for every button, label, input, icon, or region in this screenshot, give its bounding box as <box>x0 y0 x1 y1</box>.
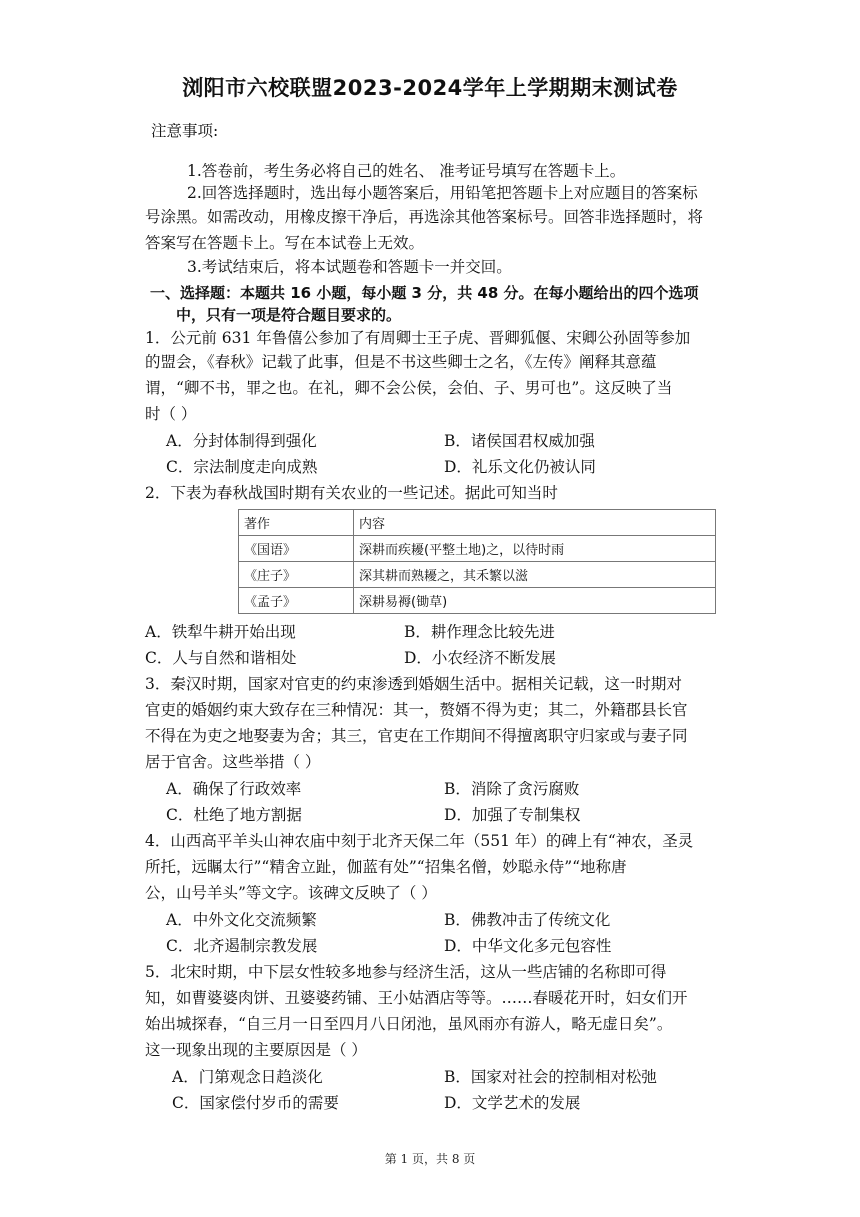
question-2-option-d: D．小农经济不断发展 <box>404 649 556 667</box>
question-1-option-c: C．宗法制度走向成熟 <box>166 458 318 476</box>
question-3-line-3: 不得在为吏之地娶妻为舍；其三，官吏在工作期间不得擅离职守归家或与妻子同 <box>145 727 688 745</box>
table-cell: 《国语》 <box>239 536 354 562</box>
table-cell: 《孟子》 <box>239 588 354 614</box>
question-5-line-4: 这一现象出现的主要原因是（ ） <box>145 1041 367 1059</box>
question-3-option-b: B．消除了贪污腐败 <box>444 780 580 798</box>
table-row <box>239 588 716 614</box>
question-4-line-1: 4．山西高平羊头山神农庙中刻于北齐天保二年（551 年）的碑上有“神农，圣灵 <box>145 832 694 850</box>
question-5-line-3: 始出城探春，“自三月一日至四月八日闭池，虽风雨亦有游人，略无虚日矣”。 <box>145 1015 673 1033</box>
question-4-line-3: 公，山号羊头”等文字。该碑文反映了（ ） <box>145 884 437 902</box>
notice-heading: 注意事项: <box>151 122 219 140</box>
table-header-row <box>239 510 716 536</box>
question-4-option-d: D．中华文化多元包容性 <box>444 937 612 955</box>
question-3-line-1: 3．秦汉时期，国家对官吏的约束渗透到婚姻生活中。据相关记载，这一时期对 <box>145 675 682 693</box>
notice-item-2-cont2: 答案写在答题卡上。写在本试卷上无效。 <box>145 234 425 252</box>
question-3-option-a: A．确保了行政效率 <box>166 780 302 798</box>
page-footer: 第 1 页，共 8 页 <box>384 1152 476 1166</box>
section-heading: 一、选择题：本题共 16 小题，每小题 3 分，共 48 分。在每小题给出的四个选项 <box>150 284 699 302</box>
table-cell: 深耕易褥(锄草) <box>354 588 716 614</box>
question-4-option-b: B．佛教冲击了传统文化 <box>444 911 611 929</box>
table-cell: 深耕而疾耰(平整土地)之，以待时雨 <box>354 536 716 562</box>
question-1-option-b: B．诸侯国君权威加强 <box>444 432 595 450</box>
section-heading-cont: 中，只有一项是符合题目要求的。 <box>176 306 402 324</box>
table-row <box>239 536 716 562</box>
question-3-option-d: D．加强了专制集权 <box>444 806 581 824</box>
question-5-option-b: B．国家对社会的控制相对松弛 <box>444 1068 657 1086</box>
table-header-cell: 著作 <box>239 510 354 536</box>
agriculture-table <box>238 509 716 614</box>
question-1-line-3: 谓，“卿不书，罪之也。在礼，卿不会公侯，会伯、子、男可也”。这反映了当 <box>145 379 673 397</box>
notice-item-3: 3.考试结束后，将本试题卷和答题卡一并交回。 <box>187 258 512 276</box>
question-4-option-c: C．北齐遏制宗教发展 <box>166 937 318 955</box>
question-1-option-a: A．分封体制得到强化 <box>166 432 317 450</box>
question-1-option-d: D．礼乐文化仍被认同 <box>444 458 596 476</box>
question-5-line-1: 5．北宋时期，中下层女性较多地参与经济生活，这从一些店铺的名称即可得 <box>145 963 667 981</box>
question-2-option-b: B．耕作理念比较先进 <box>404 623 555 641</box>
notice-item-2: 2.回答选择题时，选出每小题答案后，用铅笔把答题卡上对应题目的答案标 <box>187 184 698 202</box>
question-3-line-4: 居于官舍。这些举措（ ） <box>145 753 321 771</box>
question-2-line-1: 2．下表为春秋战国时期有关农业的一些记述。据此可知当时 <box>145 484 558 502</box>
table-cell: 深其耕而熟耰之，其禾繁以滋 <box>354 562 716 588</box>
table-row <box>239 562 716 588</box>
question-4-line-2: 所托，远瞩太行”“精舍立趾，伽蓝有处”“招集名僧，妙聪永侍”“地称唐 <box>145 858 627 876</box>
question-1-line-2: 的盟会，《春秋》记载了此事，但是不书这些卿士之名，《左传》阐释其意蕴 <box>145 353 657 371</box>
notice-item-2-cont: 号涂黑。如需改动，用橡皮擦干净后，再选涂其他答案标号。回答非选择题时，将 <box>145 208 704 226</box>
question-2-option-c: C．人与自然和谐相处 <box>145 649 297 667</box>
question-1-line-1: 1．公元前 631 年鲁僖公参加了有周卿士王子虎、晋卿狐偃、宋卿公孙固等参加 <box>145 329 691 347</box>
table-header-cell: 内容 <box>354 510 716 536</box>
question-4-option-a: A．中外文化交流频繁 <box>166 911 317 929</box>
question-1-line-4: 时（ ） <box>145 405 197 423</box>
table-cell: 《庄子》 <box>239 562 354 588</box>
question-2-option-a: A．铁犁牛耕开始出现 <box>145 623 296 641</box>
question-5-line-2: 知，如曹婆婆肉饼、丑婆婆药铺、王小姑酒店等等。……春暖花开时，妇女们开 <box>145 989 688 1007</box>
question-5-option-a: A．门第观念日趋淡化 <box>172 1068 323 1086</box>
question-3-option-c: C．杜绝了地方割据 <box>166 806 302 824</box>
question-3-line-2: 官吏的婚姻约束大致存在三种情况：其一，赘婿不得为吏；其二，外籍郡县长官 <box>145 701 688 719</box>
question-5-option-c: C．国家偿付岁币的需要 <box>172 1094 339 1112</box>
page-title: 浏阳市六校联盟2023-2024学年上学期期末测试卷 <box>182 76 678 100</box>
notice-item-1: 1.答卷前，考生务必将自己的姓名、 准考证号填写在答题卡上。 <box>187 162 626 180</box>
question-5-option-d: D．文学艺术的发展 <box>444 1094 581 1112</box>
